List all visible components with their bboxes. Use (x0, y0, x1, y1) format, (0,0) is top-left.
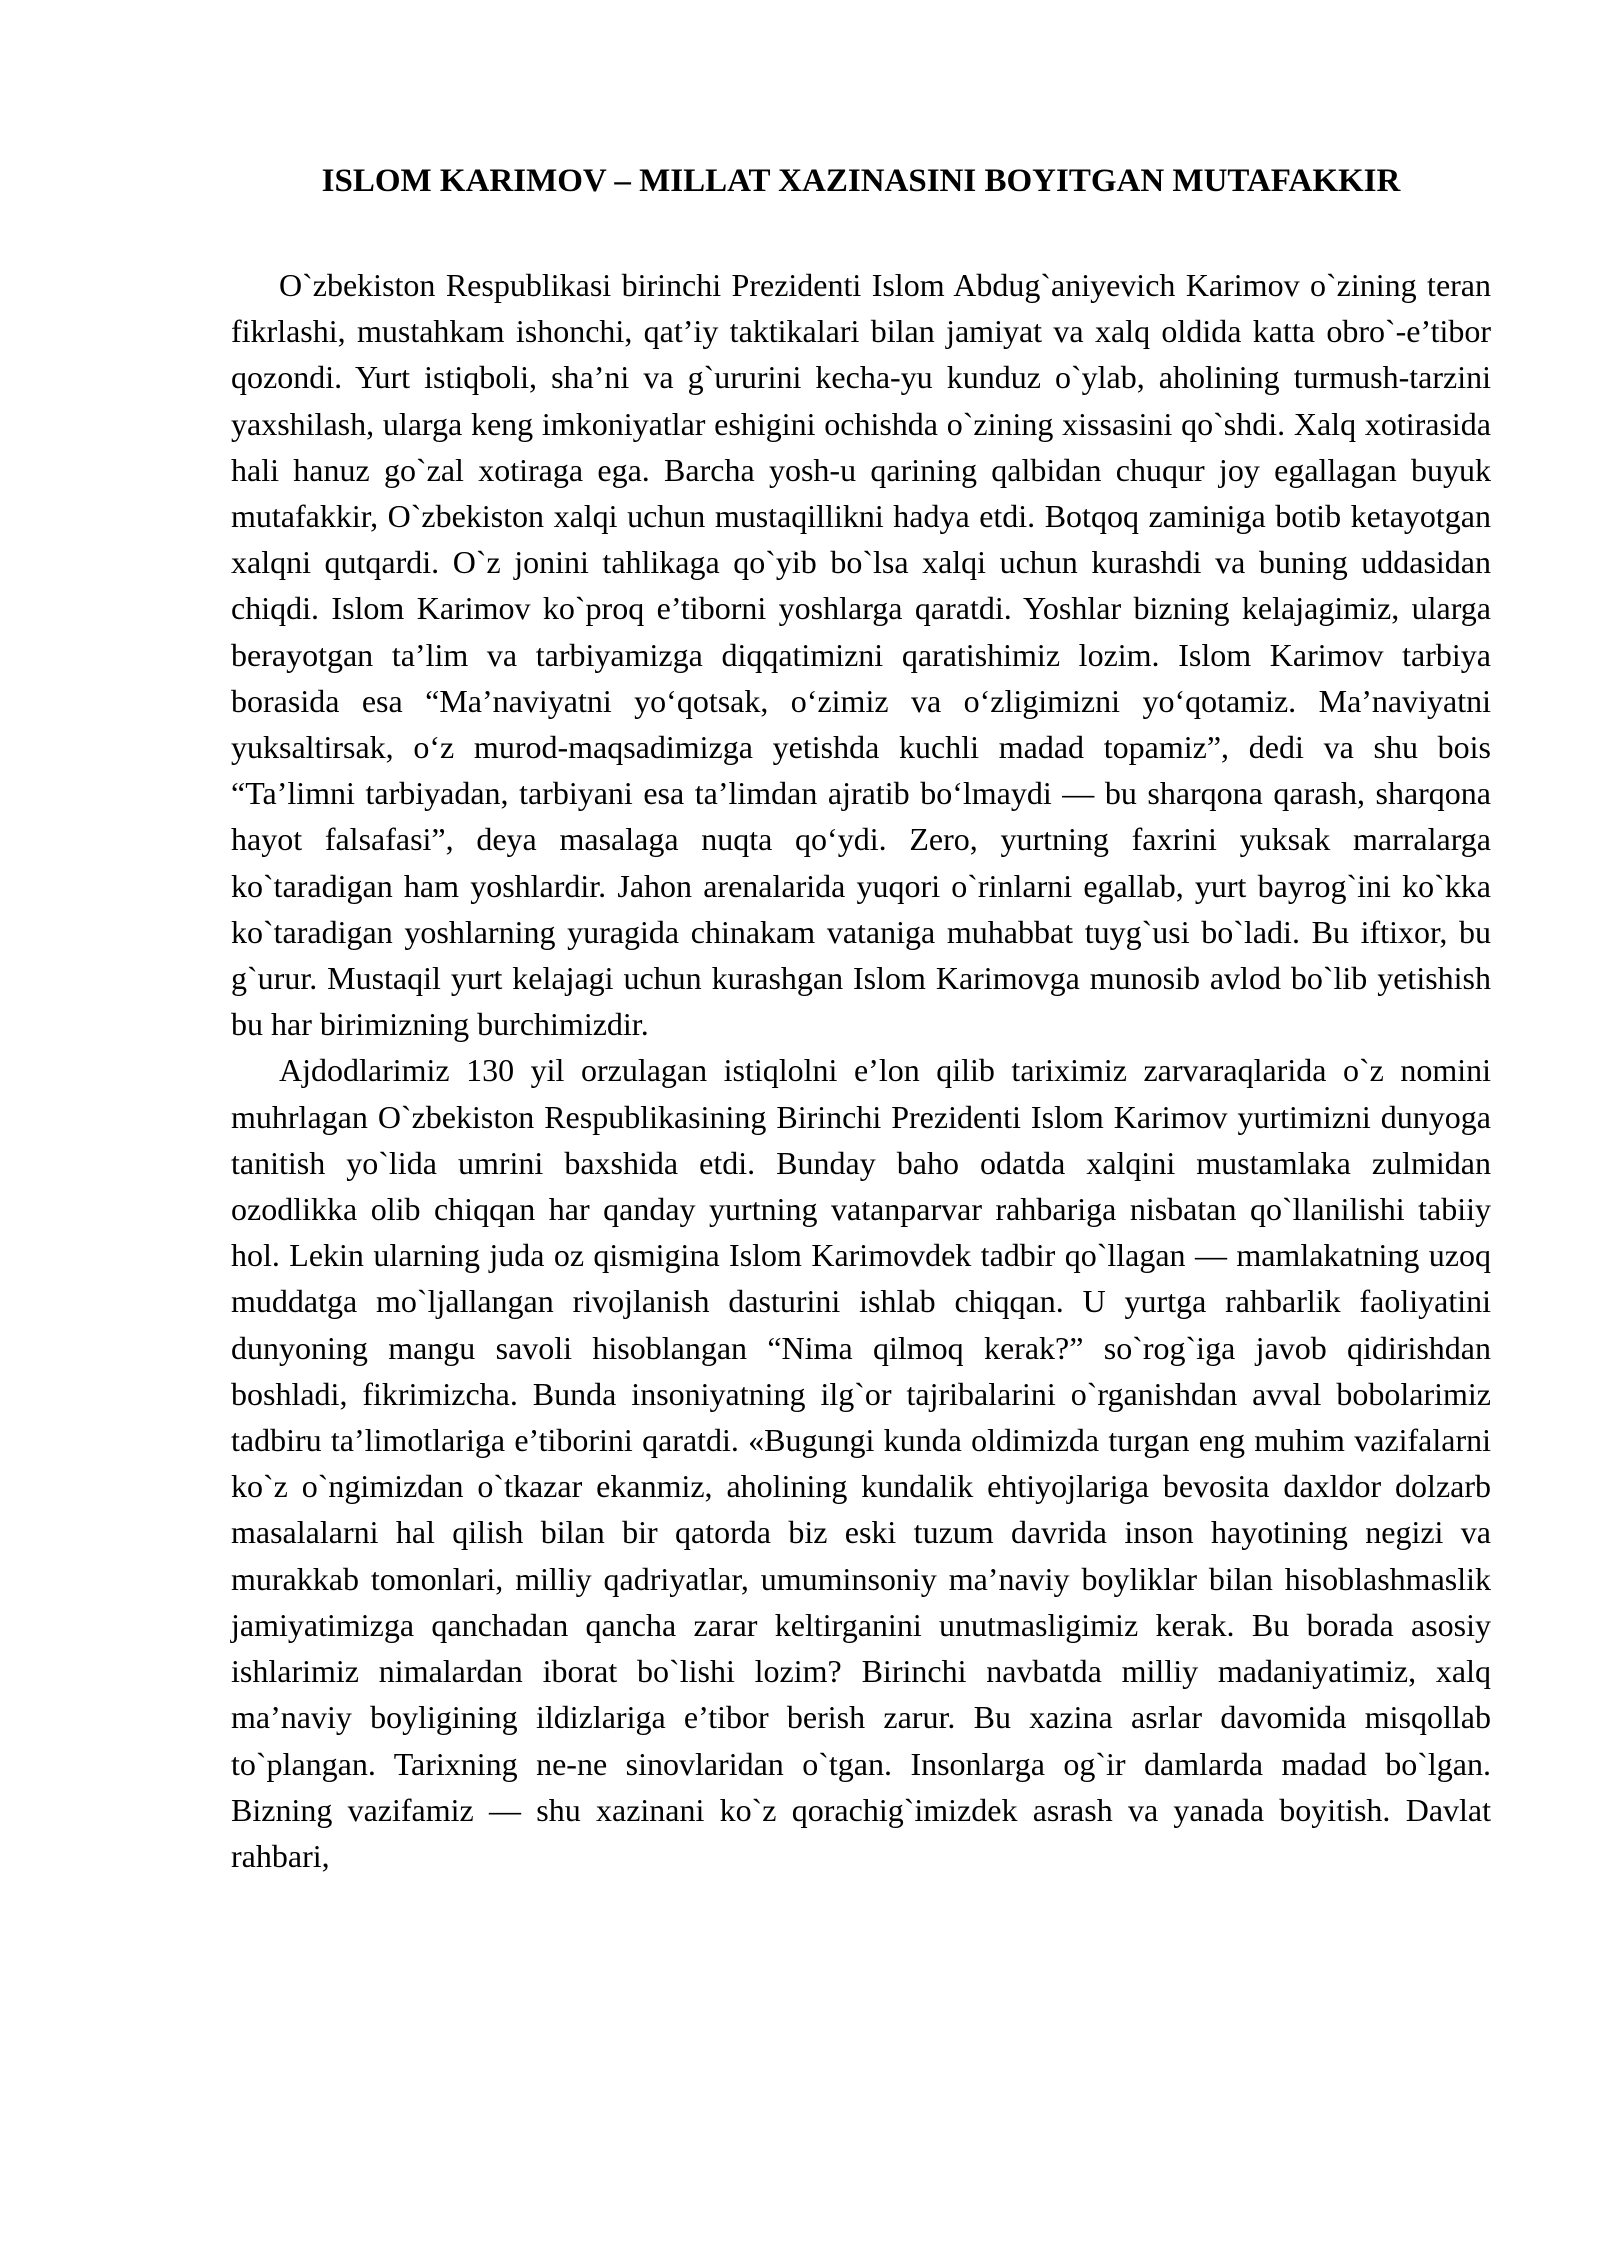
paragraph-1: O`zbekiston Respublikasi birinchi Prezidenti Islom Abdug`aniyevich Karimov o`zining teran fikrlashi, mustahkam ishonchi, qat’iy taktikalari bilan jamiyat va xalq oldida katta obro`-e’tibor qozondi. Yurt istiqboli, sha’ni va g`ururini kecha-yu kunduz o`ylab, aholining turmush-tarzini yaxshilash, ularga keng imkoniyatlar eshigini ochishda o`zining xissasini qo`shdi. Xalq xotirasida hali hanuz go`zal xotiraga ega. Barcha yosh-u qarining qalbidan chuqur joy egallagan buyuk mutafakkir, O`zbekiston xalqi uchun mustaqillikni hadya etdi. Botqoq zaminiga botib ketayotgan xalqni qutqardi. O`z jonini tahlikaga qo`yib bo`lsa xalqi uchun kurashdi va buning uddasidan chiqdi. Islom Karimov ko`proq e’tiborni yoshlarga qaratdi. Yoshlar bizning kelajagimiz, ularga berayotgan ta’lim va tarbiyamizga diqqatimizni qaratishimiz lozim. Islom Karimov tarbiya borasida esa “Ma’naviyatni yo‘qotsak, o‘zimiz va o‘zligimizni yo‘qotamiz. Ma’naviyatni yuksaltirsak, o‘z murod-maqsadimizga yetishda kuchli madad topamiz”, dedi va shu bois “Ta’limni tarbiyadan, tarbiyani esa ta’limdan ajratib bo‘lmaydi — bu sharqona qarash, sharqona hayot falsafasi”, deya masalaga nuqta qo‘ydi. Zero, yurtning faxrini yuksak marralarga ko`taradigan ham yoshlardir. Jahon arenalarida yuqori o`rinlarni egallab, yurt bayrog`ini ko`kka ko`taradigan yoshlarning yuragida chinakam vataniga muhabbat tuyg`usi bo`ladi. Bu iftixor, bu g`urur. Mustaqil yurt kelajagi uchun kurashgan Islom Karimovga munosib avlod bo`lib yetishish bu har birimizning burchimizdir. (231, 267, 1491, 1043)
document-title: ISLOM KARIMOV – MILLAT XAZINASINI BOYITGAN MUTAFAKKIR (321, 163, 1401, 199)
paragraph-2: Ajdodlarimiz 130 yil orzulagan istiqlolni e’lon qilib tariximiz zarvaraqlarida o`z nomini muhrlagan O`zbekiston Respublikasining Birinchi Prezidenti Islom Karimov yurtimizni dunyoga tanitish yo`lida umrini baxshida etdi. Bunday baho odatda xalqini mustamlaka zulmidan ozodlikka olib chiqqan har qanday yurtning vatanparvar rahbariga nisbatan qo`llanilishi tabiiy hol. Lekin ularning juda oz qismigina Islom Karimovdek tadbir qo`llagan — mamlakatning uzoq muddatga mo`ljallangan rivojlanish dasturini ishlab chiqqan. U yurtga rahbarlik faoliyatini dunyoning mangu savoli hisoblangan “Nima qilmoq kerak?” so`rog`iga javob qidirishdan boshladi, fikrimizcha. Bunda insoniyatning ilg`or tajribalarini o`rganishdan avval bobolarimiz tadbiru ta’limotlariga e’tiborini qaratdi. «Bugungi kunda oldimizda turgan eng muhim vazifalarni ko`z o`ngimizdan o`tkazar ekanmiz, aholining kundalik ehtiyojlariga bevosita daxldor dolzarb masalalarni hal qilish bilan bir qatorda biz eski tuzum davrida inson hayotining negizi va murakkab tomonlari, milliy qadriyatlar, umuminsoniy ma’naviy boyliklar bilan hisoblashmaslik jamiyatimizga qanchadan qancha zarar keltirganini unutmasligimiz kerak. Bu borada asosiy ishlarimiz nimalardan iborat bo`lishi lozim? Birinchi navbatda milliy madaniyatimiz, xalq ma’naviy boyligining ildizlariga e’tibor berish zarur. Bu xazina asrlar davomida misqollab to`plangan. Tarixning ne-ne sinovlaridan o`tgan. Insonlarga og`ir damlarda madad bo`lgan. Bizning vazifamiz — shu xazinani ko`z qorachig`imizdek asrash va yanada boyitish. Davlat rahbari, (231, 1052, 1491, 1874)
document-body (231, 150, 1491, 1879)
